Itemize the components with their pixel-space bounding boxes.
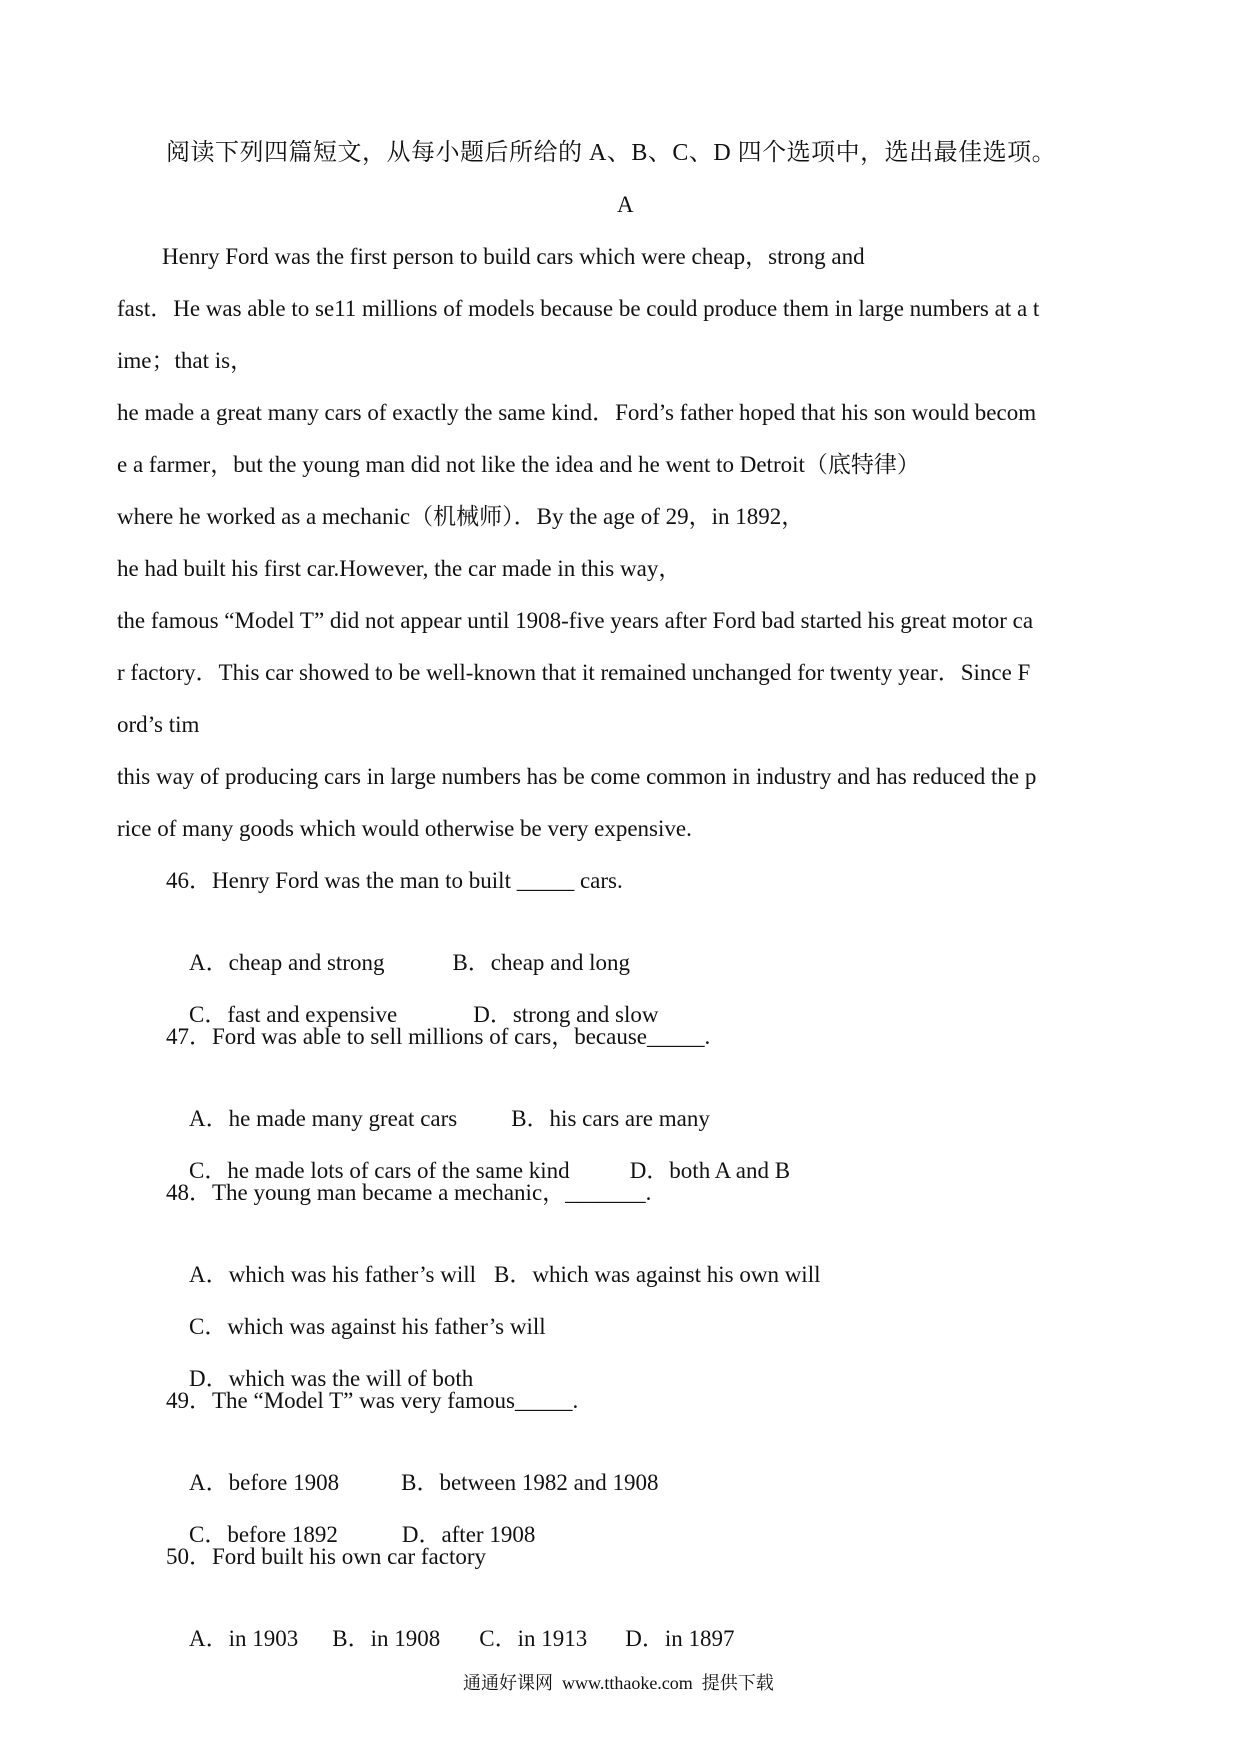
passage-line: ime；that is， (117, 348, 254, 373)
question-47: 47．Ford was able to sell millions of cars，because_____. (166, 1024, 711, 1049)
passage-line: he had built his first car.However, the car made in this way， (117, 556, 682, 581)
option-a: A．which was his father’s will (189, 1262, 477, 1287)
passage-line: ord’s tim (117, 712, 200, 737)
passage-line: r factory．This car showed to be well-known that it remained unchanged for twenty year．Since F (117, 660, 1031, 685)
passage-line: the famous “Model T” did not appear until 1908-five years after Ford bad started his great motor ca (117, 608, 1034, 633)
option-b: B．between 1982 and 1908 (401, 1470, 659, 1495)
question-49: 49．The “Model T” was very famous_____. (166, 1388, 579, 1413)
option-d: D．strong and slow (473, 1002, 659, 1027)
option-b: B．which was against his own will (494, 1262, 821, 1287)
option-a: A．he made many great cars (189, 1106, 458, 1131)
option-d: D．after 1908 (401, 1522, 536, 1547)
option-c: C．before 1892 (189, 1522, 338, 1547)
option-d: D．which was the will of both (189, 1366, 474, 1391)
option-a: A．cheap and strong (189, 950, 385, 975)
option-c: C．which was against his father’s will (189, 1314, 546, 1339)
option-d: D．both A and B (629, 1158, 791, 1183)
passage-line: he made a great many cars of exactly the same kind．Ford’s father hoped that his son would becom (117, 400, 1037, 425)
question-50-options-row-1 (166, 1594, 734, 1684)
footer-text: 通通好课网 www.tthaoke.com 提供下载 (463, 1673, 774, 1693)
passage-line: rice of many goods which would otherwise be very expensive. (117, 816, 692, 841)
instructions-title: 阅读下列四篇短文，从每小题后所给的 A、B、C、D 四个选项中，选出最佳选项。 (166, 140, 1057, 166)
option-c: C．he made lots of cars of the same kind (189, 1158, 570, 1183)
passage-line: e a farmer，but the young man did not like the idea and he went to Detroit（底特律） (117, 452, 920, 477)
passage-line: where he worked as a mechanic（机械师）．By the age of 29，in 1892， (117, 504, 805, 529)
section-label: A (617, 192, 634, 217)
option-c: C．in 1913 (479, 1626, 588, 1651)
passage-line: Henry Ford was the first person to build cars which were cheap，strong and (162, 244, 865, 269)
question-48: 48．The young man became a mechanic，_______. (166, 1180, 652, 1205)
option-b: B．cheap and long (452, 950, 631, 975)
option-b: B．in 1908 (332, 1626, 441, 1651)
question-50: 50．Ford built his own car factory (166, 1544, 487, 1569)
option-a: A．in 1903 (189, 1626, 299, 1651)
option-d: D．in 1897 (625, 1626, 735, 1651)
option-b: B．his cars are many (511, 1106, 710, 1131)
option-c: C．fast and expensive (189, 1002, 398, 1027)
passage-line: fast．He was able to se11 millions of models because be could produce them in large numbers at a t (117, 296, 1040, 321)
question-46: 46．Henry Ford was the man to built _____ cars. (166, 868, 623, 893)
option-a: A．before 1908 (189, 1470, 340, 1495)
passage-line: this way of producing cars in large numbers has be come common in industry and has reduced the p (117, 764, 1037, 789)
